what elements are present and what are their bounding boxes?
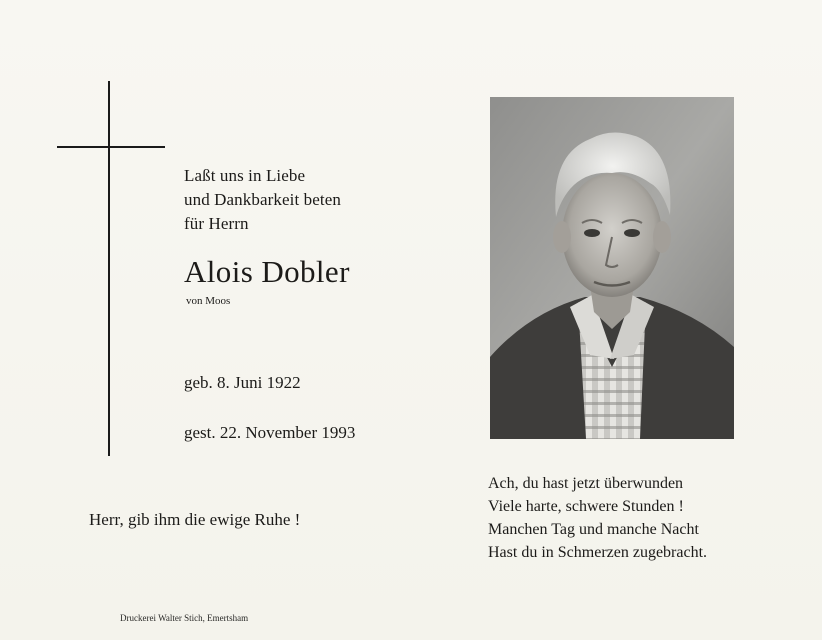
intro-line-3: für Herrn — [184, 214, 249, 233]
verse-line-1: Ach, du hast jetzt überwunden — [488, 475, 684, 492]
verse-line-2: Viele harte, schwere Stunden ! — [488, 498, 684, 515]
intro-line-2: und Dankbarkeit beten — [184, 190, 341, 209]
portrait-illustration — [490, 97, 734, 439]
cross-icon-vertical — [108, 81, 110, 456]
intro-line-1: Laßt uns in Liebe — [184, 166, 306, 185]
deceased-origin: von Moos — [186, 295, 231, 307]
cross-icon-horizontal — [57, 146, 165, 148]
verse-text — [488, 472, 707, 564]
portrait-photo — [490, 97, 734, 439]
prayer-text: Herr, gib ihm die ewige Ruhe ! — [89, 510, 301, 529]
death-date: gest. 22. November 1993 — [184, 423, 356, 442]
printer-credit: Druckerei Walter Stich, Emertsham — [120, 613, 249, 623]
deceased-name: Alois Dobler — [184, 254, 350, 289]
intro-text — [184, 164, 341, 236]
birth-date: geb. 8. Juni 1922 — [184, 373, 301, 392]
verse-line-3: Manchen Tag und manche Nacht — [488, 521, 699, 538]
verse-line-4: Hast du in Schmerzen zugebracht. — [488, 544, 708, 561]
